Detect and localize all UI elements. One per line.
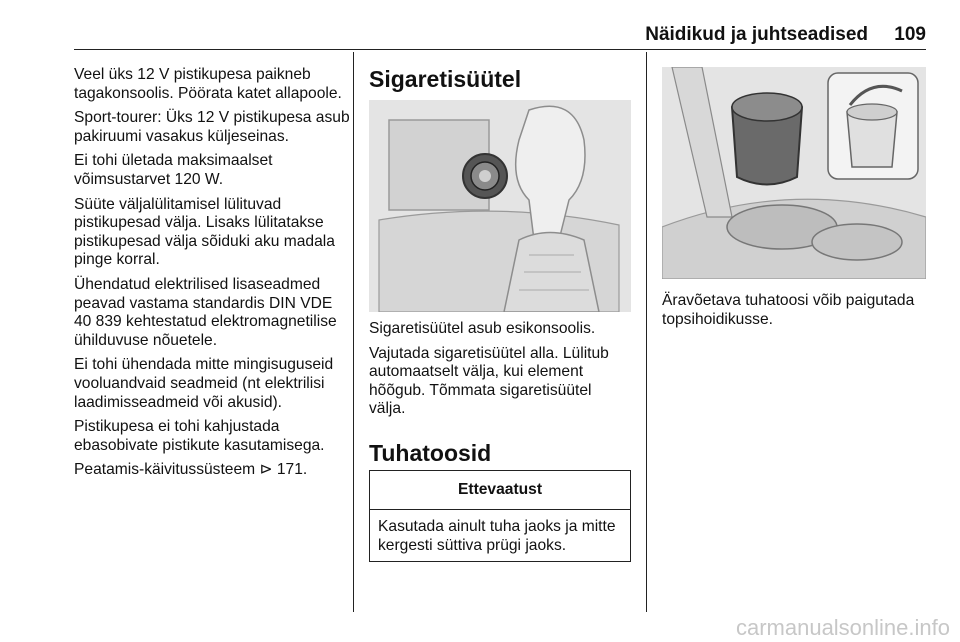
section-heading-ashtrays: Tuhatoosid (369, 440, 492, 466)
paragraph: Ühendatud elektrilised lisaseadmed peavad vastama standardis DIN VDE 40 839 kehtestatud elektromagnetilise ühilduvuse nõuetele. (74, 275, 337, 349)
caution-title: Ettevaatust (370, 471, 630, 510)
watermark: carmanualsonline.info (735, 615, 950, 640)
paragraph: Sport-tourer: Üks 12 V pistikupesa asub pakiruumi vasakus küljeseinas. (74, 109, 350, 145)
page-number: 109 (894, 24, 926, 45)
section-heading-cigarette-lighter: Sigaretisüütel (369, 66, 522, 92)
paragraph: Sigaretisüütel asub esikonsoolis. (369, 320, 596, 337)
column-divider-2 (646, 52, 647, 612)
paragraph: Ei tohi ühendada mitte mingisuguseid vooluandvaid seadmeid (nt elektrilisi laadimisseadmeid või akusid). (74, 356, 334, 411)
column-2 (369, 320, 631, 425)
column-3 (662, 292, 926, 335)
column-divider-1 (353, 52, 354, 612)
paragraph: Pistikupesa ei tohi kahjustada ebasobivate pistikute kasutamisega. (74, 418, 325, 454)
paragraph: Vajutada sigaretisüütel alla. Lülitub automaatselt välja, kui element hõõgub. Tõmmata sigaretisüütel välja. (369, 344, 609, 418)
paragraph: Veel üks 12 V pistikupesa paikneb tagakonsoolis. Pöörata katet allapoole. (74, 66, 342, 102)
ashtray-cupholder-icon (662, 67, 926, 279)
ashtray-illustration (662, 67, 926, 279)
paragraph: Ei tohi ületada maksimaalset võimsustarvet 120 W. (74, 152, 273, 188)
paragraph: Süüte väljalülitamisel lülituvad pistikupesad välja. Lisaks lülitatakse pistikupesad välja sõiduki aku madala pinge korral. (74, 195, 335, 269)
cross-reference-link[interactable]: Peatamis-käivitussüsteem ⊳ 171. (74, 461, 308, 479)
caution-text: Kasutada ainult tuha jaoks ja mitte kergesti süttiva prügi jaoks. (378, 518, 616, 554)
column-1 (74, 66, 350, 486)
header-rule (74, 49, 926, 50)
gear-shift-lighter-icon (369, 100, 631, 312)
caution-box (369, 470, 631, 562)
page-header-title: Näidikud ja juhtseadised (645, 24, 868, 45)
paragraph: Äravõetava tuhatoosi võib paigutada topsihoidikusse. (662, 292, 915, 328)
cigarette-lighter-illustration (369, 100, 631, 312)
